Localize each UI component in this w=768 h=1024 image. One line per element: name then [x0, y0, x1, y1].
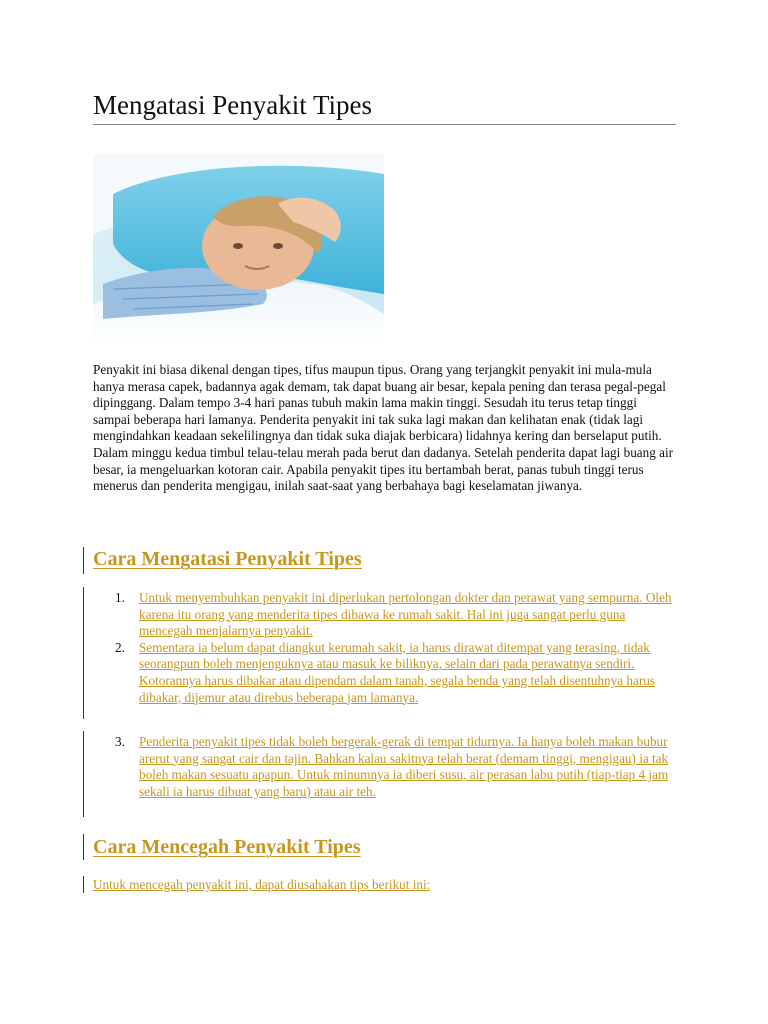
list-item	[93, 590, 676, 640]
change-bar	[83, 834, 84, 860]
sick-child-photo	[93, 154, 384, 346]
list-number: 1.	[115, 590, 125, 605]
change-bar	[83, 731, 84, 817]
change-bar	[83, 547, 84, 574]
change-bar	[83, 876, 84, 893]
treatment-list	[93, 590, 676, 706]
list-number: 3.	[115, 734, 125, 749]
intro-paragraph: Penyakit ini biasa dikenal dengan tipes, tifus maupun tipus. Orang yang terjangkit penyakit ini mula-mula hanya merasa capek, badannya agak demam, tak dapat buang air besar, kepala pening dan terasa pegal-pegal dipinggang. Dalam tempo 3-4 hari panas tubuh makin lama makin tinggi. Sesudah itu terus tetap tinggi sampai beberapa hari lamanya. Penderita penyakit ini tak suka lagi makan dan kelihatan enak (tidak lagi mengindahkan keadaan sekelilingnya dan tidak suka diajak berbicara) lidahnya kering dan berselaput putih. Dalam minggu kedua timbul telau-telau merah pada berut dan dadanya. Setelah penderita dapat lagi buang air besar, ia mengeluarkan kotoran cair. Apabila penyakit tipes itu bertambah berat, panas tubuh tinggi terus menerus dan penderita mengigau, inilah saat-saat yang berbahaya bagi keselamatan jiwanya.	[93, 362, 674, 494]
treatment-list-continued	[93, 734, 676, 800]
list-item	[93, 734, 676, 800]
list-item-link[interactable]: Sementara ia belum dapat diangkut kerumah sakit, ia harus dirawat ditempat yang terasing, tidak seorangpun boleh menjenguknya atau masuk ke biliknya, selain dari pada perawatnya sendiri. Kotorannya harus dibakar atau dipendam dalam tanah, segala benda yang telah disentuhnya harus dibakar, dijemur atau direbus beberapa jam lamanya.	[139, 639, 655, 705]
section-heading-treatment: Cara Mengatasi Penyakit Tipes	[93, 548, 362, 570]
list-item-link[interactable]: Untuk menyembuhkan penyakit ini diperlukan pertolongan dokter dan perawat yang sempurna. Oleh karena itu orang yang menderita tipes dibawa ke rumah sakit. Hal ini juga sangat perlu guna mencegah menjalarnya penyakit.	[139, 590, 672, 639]
list-item-link[interactable]: Penderita penyakit tipes tidak boleh bergerak-gerak di tempat tidurnya. Ia hanya boleh makan bubur arerut yang sangat cair dan tajin. Bahkan kalau sakitnya telah berat (demam tinggi, mengigau) ia tak boleh makan sesuatu apapun. Untuk minumnya ia diberi susu, air perasan labu putih (tiap-tiap 4 jam sekali ia harus dibuat yang baru) atau air teh.	[139, 734, 669, 799]
page-title: Mengatasi Penyakit Tipes	[93, 88, 676, 125]
change-bar	[83, 587, 84, 719]
list-number: 2.	[115, 639, 125, 655]
prevention-intro-link[interactable]: Untuk mencegah penyakit ini, dapat diusahakan tips berikut ini:	[93, 877, 431, 892]
section-heading-prevention: Cara Mencegah Penyakit Tipes	[93, 836, 361, 858]
list-item	[93, 640, 676, 706]
